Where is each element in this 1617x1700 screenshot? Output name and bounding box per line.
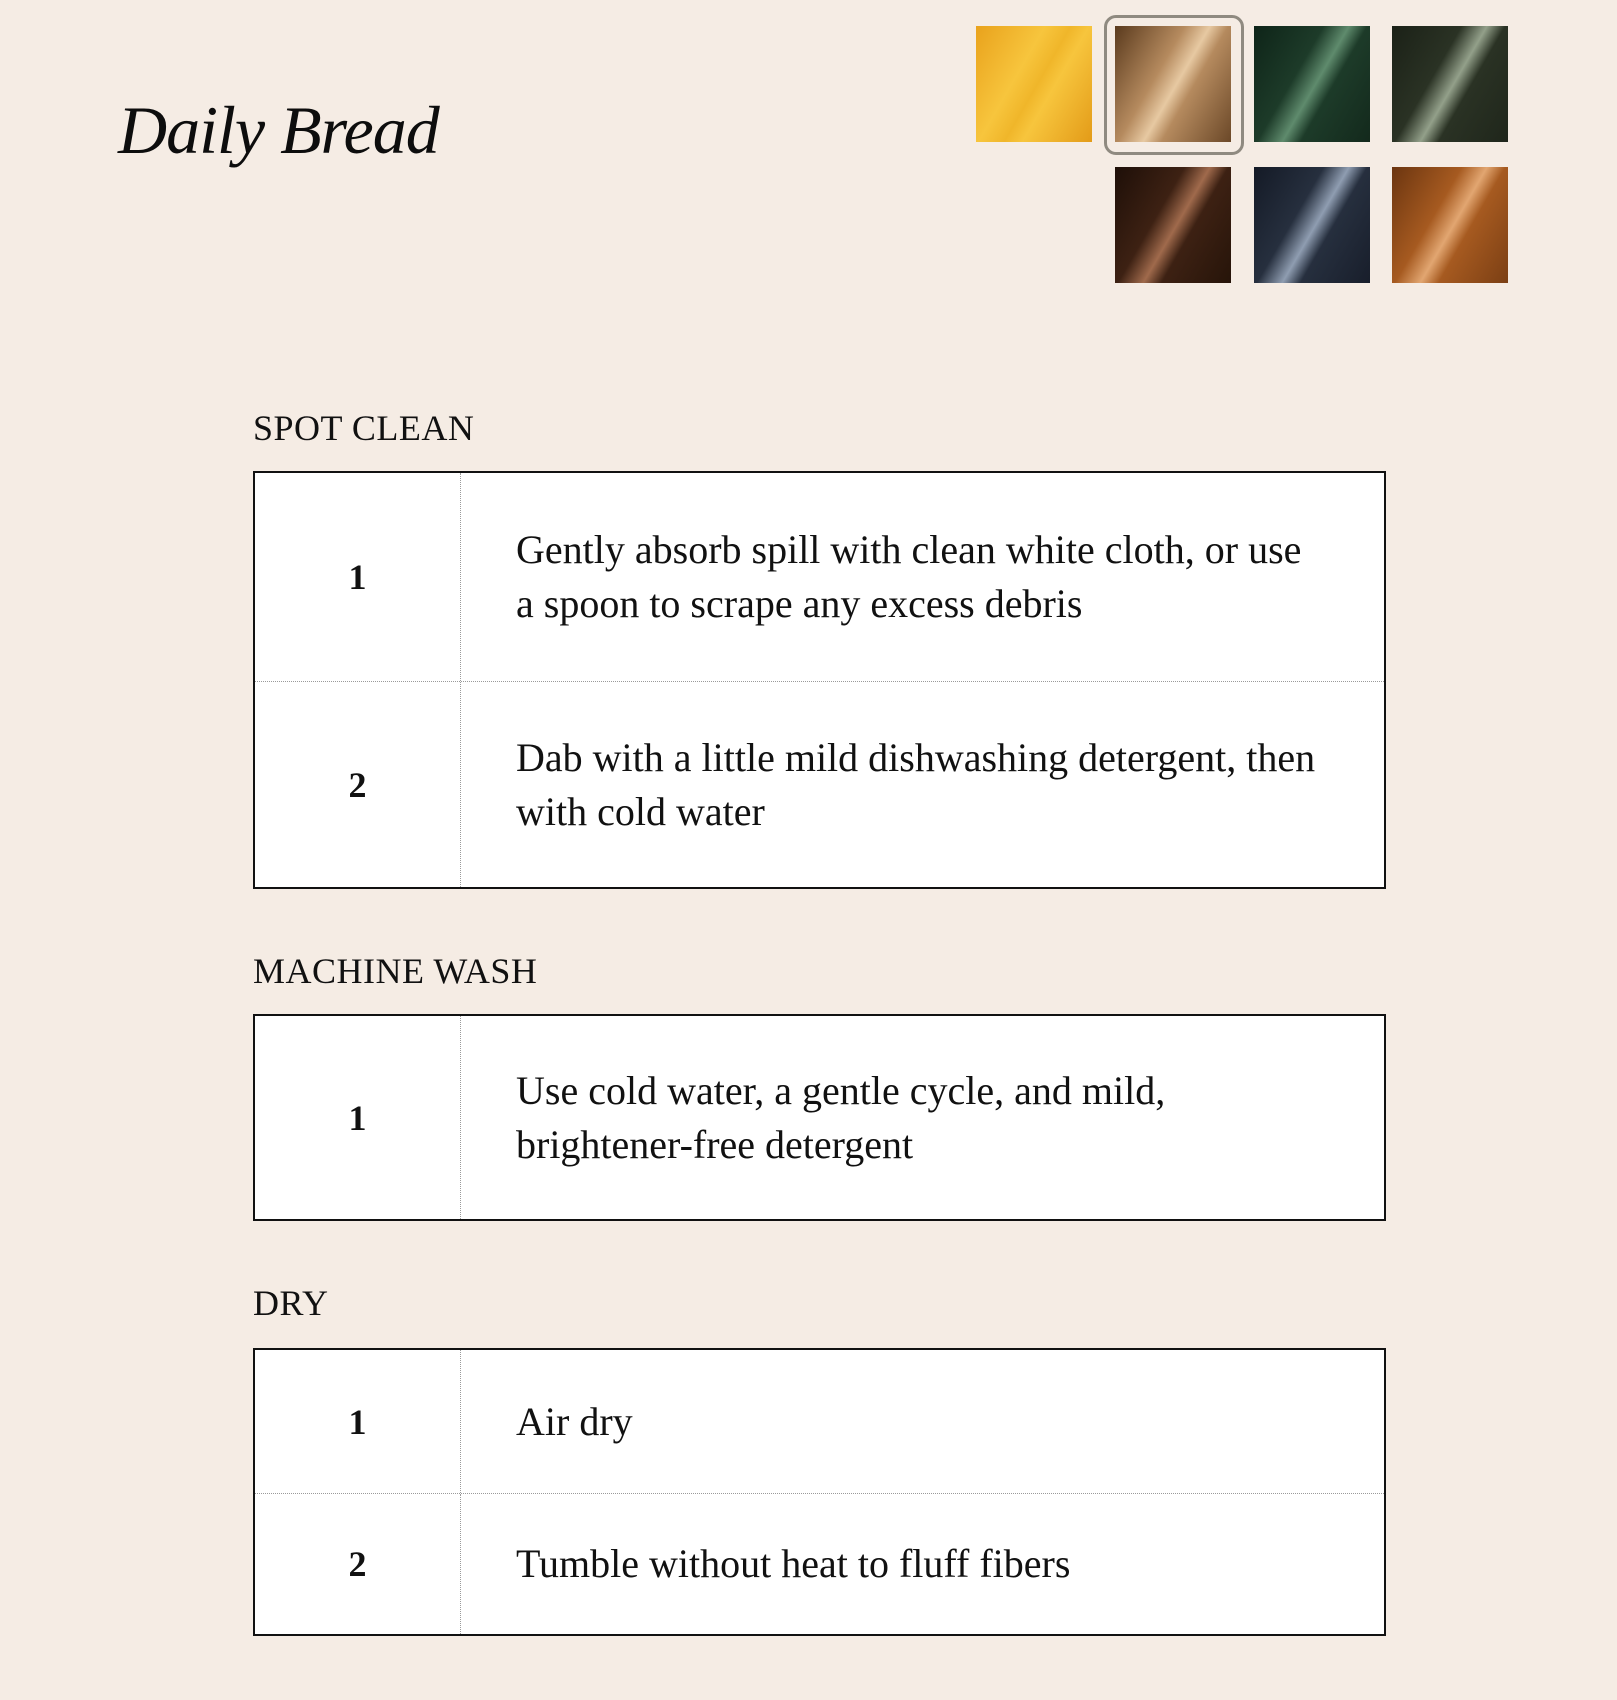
step-number: 2 [255,1494,461,1634]
table-row [255,682,1384,887]
step-instruction: Gently absorb spill with clean white cloth, or use a spoon to scrape any excess debris [516,527,1302,626]
step-instruction: Dab with a little mild dishwashing detergent, then with cold water [516,734,1316,834]
section-title-machine-wash: MACHINE WASH [253,951,538,991]
section-title-dry: DRY [253,1283,329,1323]
step-number: 2 [255,682,461,887]
swatch-forest-green[interactable] [1254,26,1370,142]
step-instruction: Use cold water, a gentle cycle, and mild, brightener-free detergent [516,1067,1166,1167]
section-title-spot-clean: SPOT CLEAN [253,408,475,448]
swatch-navy[interactable] [1254,167,1370,283]
step-number: 1 [255,473,461,681]
swatch-rust[interactable] [1392,167,1508,283]
brand-logo: Daily Bread [118,92,439,168]
swatch-olive[interactable] [1392,26,1508,142]
step-number: 1 [255,1016,461,1219]
table-row [255,473,1384,682]
step-instruction: Air dry [516,1398,633,1444]
care-table-machine-wash [253,1014,1386,1221]
table-row [255,1494,1384,1634]
swatch-yellow[interactable] [976,26,1092,142]
swatch-chocolate[interactable] [1115,167,1231,283]
care-table-spot-clean [253,471,1386,889]
step-instruction: Tumble without heat to fluff fibers [516,1541,1071,1586]
table-row [255,1350,1384,1494]
swatch-bronze[interactable] [1115,26,1231,142]
table-row [255,1016,1384,1219]
color-swatch-picker [976,26,1508,284]
step-number: 1 [255,1350,461,1493]
care-table-dry [253,1348,1386,1636]
